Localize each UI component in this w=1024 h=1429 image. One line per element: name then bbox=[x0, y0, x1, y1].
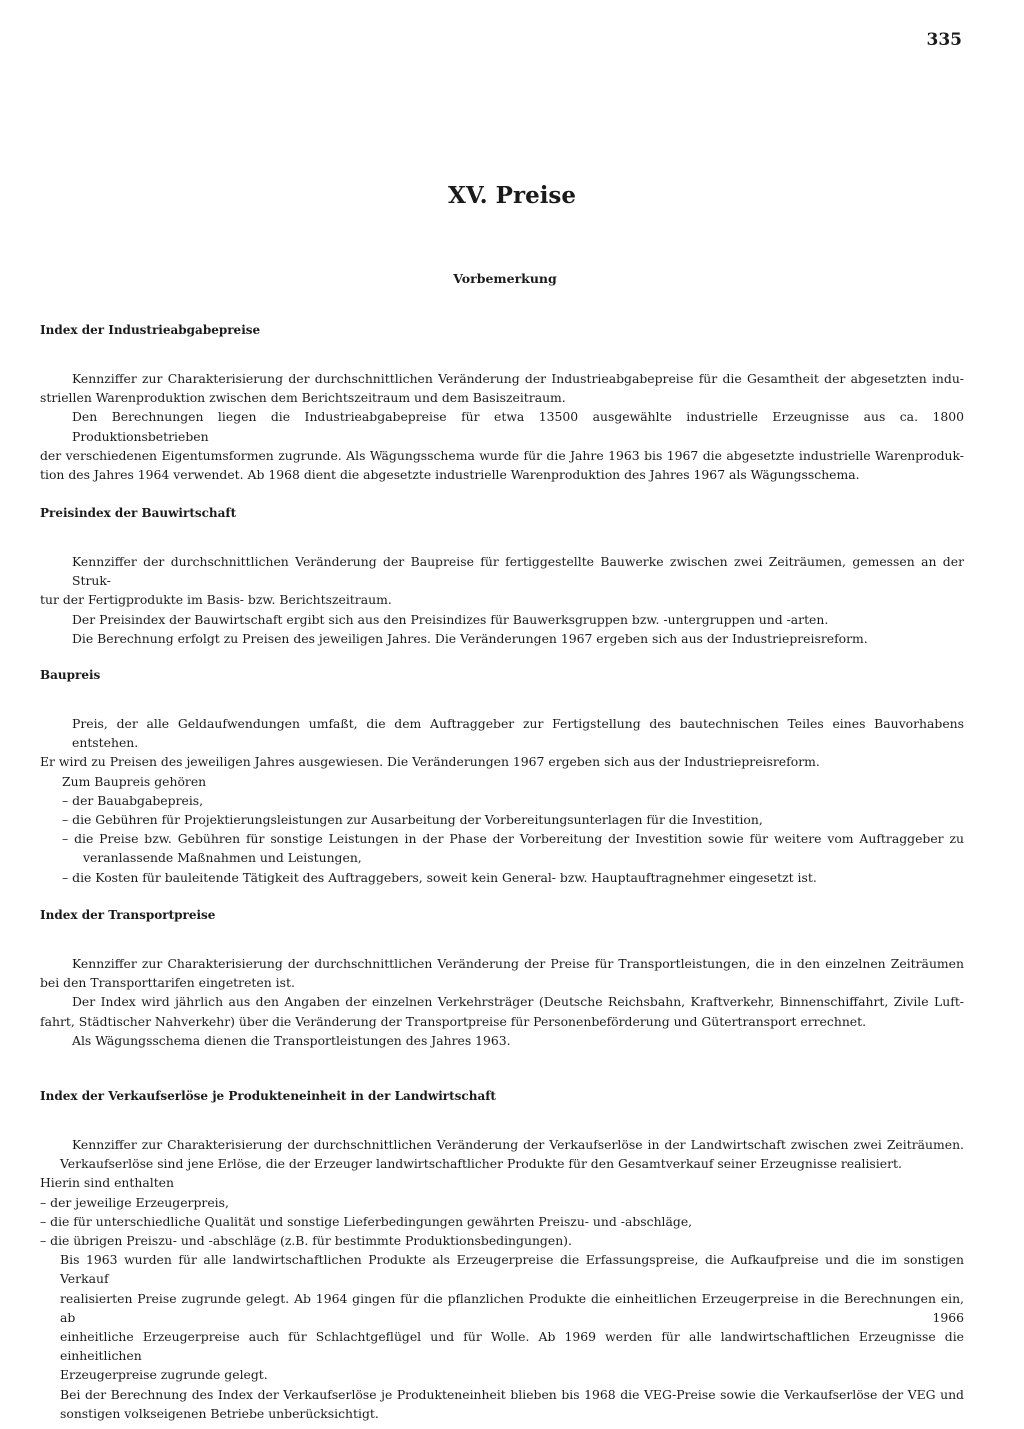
text-line: tur der Fertigprodukte im Basis- bzw. Berichtszeitraum. bbox=[40, 592, 392, 608]
text-line: striellen Warenproduktion zwischen dem Berichtszeitraum und dem Basiszeitraum. bbox=[40, 390, 566, 406]
text-line: veranlassende Maßnahmen und Leistungen, bbox=[83, 850, 362, 866]
section-heading: Index der Industrieabgabepreise bbox=[40, 323, 261, 337]
list-item: – der jeweilige Erzeugerpreis, bbox=[40, 1194, 229, 1210]
list-item: – der Bauabgabepreis, bbox=[62, 792, 204, 808]
section-body bbox=[40, 369, 964, 484]
list-item: – die Gebühren für Projektierungsleistungen zur Ausarbeitung der Vorbereitungsunterlagen für die Investition, bbox=[62, 812, 763, 828]
text-line: sonstigen volkseigenen Betriebe unberücksichtigt. bbox=[60, 1405, 379, 1421]
text-line: Bis 1963 wurden für alle landwirtschaftlichen Produkte als Erzeugerpreise die Erfassungspreise, die Aufkaufpreise und die im sonstigen Verkauf bbox=[60, 1252, 964, 1287]
text-line: Erzeugerpreise zugrunde gelegt. bbox=[60, 1367, 268, 1383]
text-line: bei den Transporttarifen eingetreten ist. bbox=[40, 975, 295, 991]
section-body bbox=[40, 1135, 964, 1423]
text-line: fahrt, Städtischer Nahverkehr) über die Veränderung der Transportpreise für Personenbeförderung und Gütertransport errechnet. bbox=[40, 1013, 867, 1029]
text-line: Preis, der alle Geldaufwendungen umfaßt, die dem Auftraggeber zur Fertigstellung des bautechnischen Teiles eines Bauvorhabens entstehen. bbox=[72, 716, 964, 751]
text-line: Kennziffer der durchschnittlichen Veränderung der Baupreise für fertiggestellte Bauwerke zwischen zwei Zeiträumen, gemessen an der Struk- bbox=[72, 554, 964, 589]
text-line: Der Index wird jährlich aus den Angaben der einzelnen Verkehrsträger (Deutsche Reichsbahn, Kraftverkehr, Binnenschiffahrt, Zivile Luft- bbox=[72, 994, 964, 1010]
page-number: 335 bbox=[926, 30, 962, 50]
text-line: Kennziffer zur Charakterisierung der durchschnittlichen Veränderung der Industrieabgabepreise für die Gesamtheit der abgesetzten indu- bbox=[72, 371, 964, 386]
section-heading: Index der Verkaufserlöse je Produkteneinheit in der Landwirtschaft bbox=[40, 1089, 496, 1103]
text-line: tion des Jahres 1964 verwendet. Ab 1968 dient die abgesetzte industrielle Warenproduktion des Jahres 1967 als Wägungsschema. bbox=[40, 467, 860, 483]
section-transportpreise bbox=[40, 907, 964, 1050]
text-line: Kennziffer zur Charakterisierung der durchschnittlichen Veränderung der Preise für Transportleistungen, die in den einzelnen Zeiträumen bbox=[72, 956, 964, 971]
text-line: Die Berechnung erfolgt zu Preisen des jeweiligen Jahres. Die Veränderungen 1967 ergeben sich aus der Industriepreisreform. bbox=[72, 630, 868, 646]
list-item: – die für unterschiedliche Qualität und sonstige Lieferbedingungen gewährten Preiszu- und -abschläge, bbox=[40, 1213, 693, 1229]
preface-title: Vorbemerkung bbox=[453, 271, 557, 286]
section-body bbox=[40, 552, 964, 648]
section-heading: Preisindex der Bauwirtschaft bbox=[40, 506, 237, 520]
section-heading: Index der Transportpreise bbox=[40, 908, 216, 922]
text-line: einheitliche Erzeugerpreise auch für Schlachtgeflügel und für Wolle. Ab 1969 werden für alle landwirtschaftlichen Erzeugnisse die einheitlichen bbox=[60, 1329, 964, 1364]
text-line: Kennziffer zur Charakterisierung der durchschnittlichen Veränderung der Verkaufserlöse in der Landwirtschaft zwischen zwei Zeiträumen. bbox=[72, 1137, 964, 1152]
text-line: Als Wägungsschema dienen die Transportleistungen des Jahres 1963. bbox=[72, 1032, 511, 1048]
section-preisindex-bauwirtschaft bbox=[40, 505, 964, 648]
section-industrieabgabepreise bbox=[40, 322, 964, 484]
chapter-title: XV. Preise bbox=[447, 182, 577, 209]
text-line: Bei der Berechnung des Index der Verkaufserlöse je Produkteneinheit blieben bis 1968 die VEG-Preise sowie die Verkaufserlöse der VEG und bbox=[60, 1386, 964, 1402]
text-line: Hierin sind enthalten bbox=[40, 1175, 174, 1191]
text-line: Zum Baupreis gehören bbox=[62, 773, 207, 789]
section-body bbox=[40, 954, 964, 1050]
text-line: der verschiedenen Eigentumsformen zugrunde. Als Wägungsschema wurde für die Jahre 1963 bis 1967 die abgesetzte industrielle Warenproduk- bbox=[40, 447, 964, 463]
section-heading: Baupreis bbox=[40, 668, 101, 682]
text-line: Verkaufserlöse sind jene Erlöse, die der Erzeuger landwirtschaftlicher Produkte für den Gesamtverkauf seiner Erzeugnisse realisiert. bbox=[60, 1156, 902, 1172]
section-body bbox=[40, 714, 964, 887]
text-line: Den Berechnungen liegen die Industrieabgabepreise für etwa 13500 ausgewählte industrielle Erzeugnisse aus ca. 1800 Produktionsbetrieben bbox=[72, 409, 964, 444]
text-line: realisierten Preise zugrunde gelegt. Ab 1964 gingen für die pflanzlichen Produkte die einheitlichen Erzeugerpreise in die Berechnungen ein, ab 1966 bbox=[60, 1290, 964, 1325]
section-verkaufserloese-landwirtschaft bbox=[40, 1088, 964, 1423]
list-item: – die Preise bzw. Gebühren für sonstige Leistungen in der Phase der Vorbereitung der Investition sowie für weitere vom Auftraggeber zu bbox=[62, 831, 964, 847]
list-item: – die Kosten für bauleitende Tätigkeit des Auftraggebers, soweit kein General- bzw. Hauptauftragnehmer eingesetzt ist. bbox=[62, 869, 817, 885]
text-line: Der Preisindex der Bauwirtschaft ergibt sich aus den Preisindizes für Bauwerksgruppen bzw. -untergruppen und -arten. bbox=[72, 611, 829, 627]
list-item: – die übrigen Preiszu- und -abschläge (z.B. für bestimmte Produktionsbedingungen). bbox=[40, 1233, 572, 1249]
section-baupreis bbox=[40, 667, 964, 887]
text-line: Er wird zu Preisen des jeweiligen Jahres ausgewiesen. Die Veränderungen 1967 ergeben sich aus der Industriepreisreform. bbox=[40, 754, 820, 770]
